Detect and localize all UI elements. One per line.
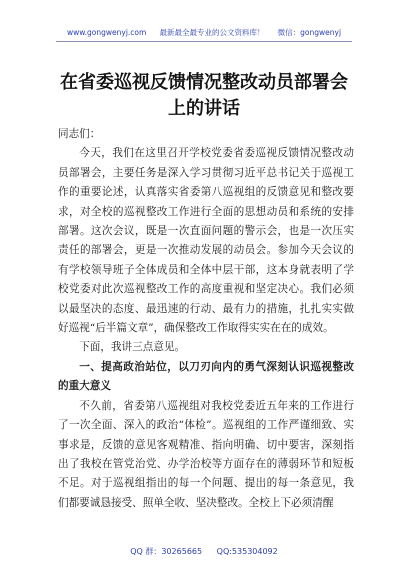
page-footer <box>0 547 408 557</box>
body-paragraph: 下面，我讲三点意见。 <box>79 341 186 354</box>
site-url[interactable]: www.gongwenyj.com <box>66 28 147 37</box>
document-title: 在省委巡视反馈情况整改动员部署会上的讲话 <box>60 72 348 119</box>
wechat-id: 微信：gongwenyj <box>277 28 342 37</box>
header-separator-2 <box>270 28 272 37</box>
section-paragraph: 不久前，省委第八巡视组对我校党委近五年来的工作进行了一次全面、深入的政治“体检”。巡视组的工作严谨细致、实事求是，反馈的意见客观精准、指向明确、切中要害，深刻指出了我校在管党治党、办学治校等方面存在的薄弱环节和短板不足。对于巡视组指出的每一个问题、提出的每一条意见，我们都要诚恳接受、照单全收、坚决整改。全校上下必须清醒 <box>58 399 354 509</box>
qq-contact: QQ:535304092 <box>216 547 278 556</box>
page-header <box>0 28 408 38</box>
document-body <box>58 125 354 513</box>
body-paragraph: 今天，我们在这里召开学校党委省委巡视反馈情况整改动员部署会，主要任务是深入学习贯彻习近平总书记关于巡视工作的重要论述，认真落实省委第八巡视组的反馈意见和整改要求，对全校的巡视整改工作进行全面的思想动员和系统的安排部署。这次会议，既是一次直面问题的警示会，也是一次压实责任的部署会，更是一次推动发展的动员会。参加今天会议的有学校领导班子全体成员和全体中层干部，这本身就表明了学校党委对此次巡视整改工作的高度重视和坚定决心。我们必须以最坚决的态度、最迅速的行动、最有力的措施，扎扎实实做好巡视“后半篇文章”，确保整改工作取得实实在在的成效。 <box>58 147 354 335</box>
site-tagline: 最新最全最专业的公文资料库！ <box>159 28 265 37</box>
header-rule <box>56 41 352 42</box>
header-separator <box>152 28 154 37</box>
qq-group: QQ 群：30265665 <box>130 547 203 556</box>
salutation: 同志们： <box>58 128 101 140</box>
section-heading: 一、提高政治站位，以刀刃向内的勇气深刻认识巡视整改的重大意义 <box>58 360 354 393</box>
